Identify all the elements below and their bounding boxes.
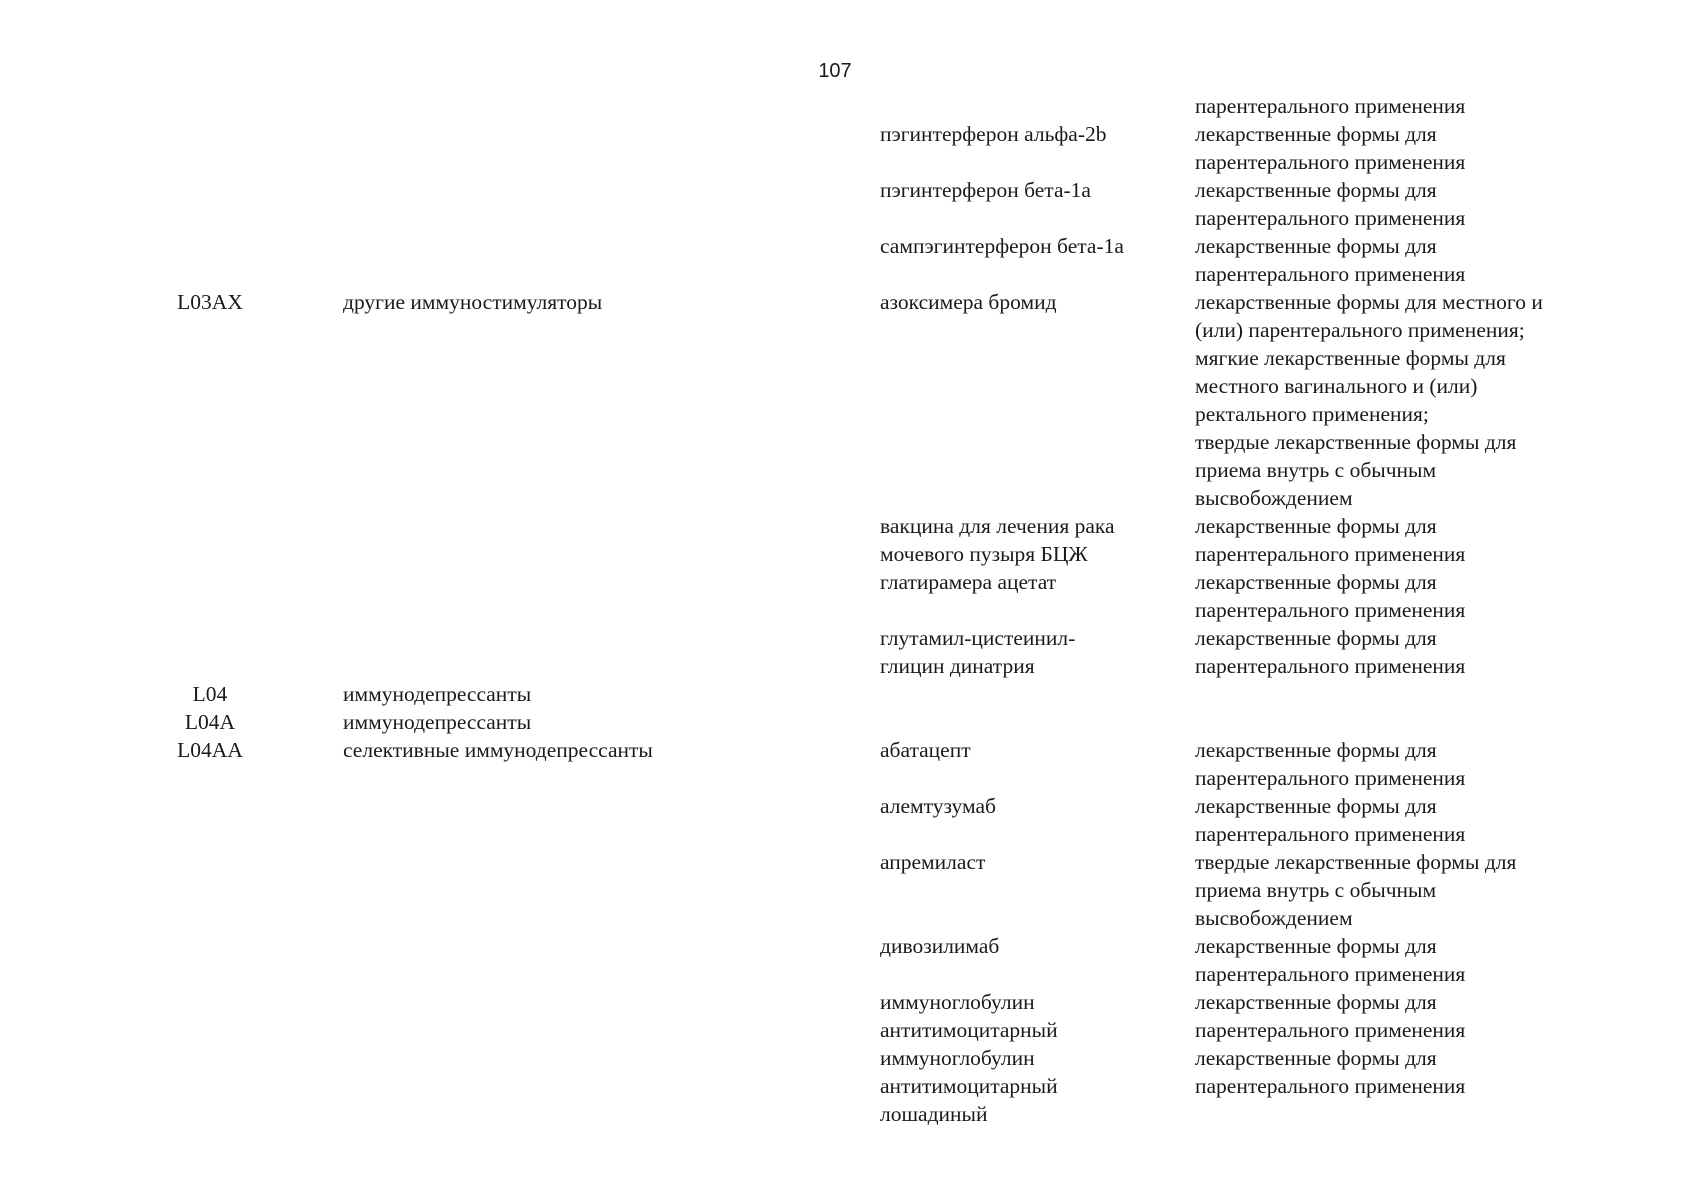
drug-alemtuzumab: алемтузумаб [880,794,996,818]
atc-code-l04: L04 [192,682,228,706]
atc-code-l03ax: L03AX [177,290,243,314]
drug-azoximer: азоксимера бромид [880,290,1057,314]
form-peginterferon-beta-1a: лекарственные формы для парентерального применения [1195,178,1466,230]
drug-abatacept: абатацепт [880,738,971,762]
form-alemtuzumab: лекарственные формы для парентерального применения [1195,794,1466,846]
form-abatacept: лекарственные формы для парентерального применения [1195,738,1466,790]
drug-peginterferon-alfa-2b: пэгинтерферон альфа-2b [880,122,1107,146]
drug-apremilast: апремиласт [880,850,986,874]
form-atg-equine: лекарственные формы для парентерального применения [1195,1046,1466,1098]
atc-code-l04a: L04A [184,710,236,734]
group-l04: иммунодепрессанты [343,682,532,706]
atc-code-l04aa: L04AA [177,738,243,762]
page-number: 107 [818,60,852,82]
form-azoximer: лекарственные формы для местного и (или) парентерального применения; мягкие лекарственные формы для местного вагинального и (или) ректального применения; твердые лекарственные формы для приема внутрь с обычным высвобождением [1195,290,1543,510]
drug-peginterferon-beta-1a: пэгинтерферон бета-1а [880,178,1091,202]
form-bcg-vaccine: лекарственные формы для парентерального применения [1195,514,1466,566]
group-l04a: иммунодепрессанты [343,710,532,734]
form-atg: лекарственные формы для парентерального применения [1195,990,1466,1042]
drug-glutamyl: глутамил-цистеинил- глицин динатрия [880,626,1076,678]
form-glatiramer: лекарственные формы для парентерального применения [1195,570,1466,622]
group-l03ax: другие иммуностимуляторы [343,290,603,314]
drug-atg-equine: иммуноглобулин антитимоцитарный лошадиный [880,1046,1058,1126]
drug-atg: иммуноглобулин антитимоцитарный [880,990,1058,1042]
form-apremilast: твердые лекарственные формы для приема внутрь с обычным высвобождением [1195,850,1517,930]
drug-glatiramer: глатирамера ацетат [880,570,1057,594]
form-divozilimab: лекарственные формы для парентерального применения [1195,934,1466,986]
form-sampeginterferon-beta-1a: лекарственные формы для парентерального применения [1195,234,1466,286]
form-continuation: парентерального применения [1195,94,1466,118]
drug-bcg-vaccine: вакцина для лечения рака мочевого пузыря БЦЖ [880,514,1115,566]
form-peginterferon-alfa-2b: лекарственные формы для парентерального применения [1195,122,1466,174]
drug-divozilimab: дивозилимаб [880,934,1000,958]
group-l04aa: селективные иммунодепрессанты [343,738,653,762]
form-glutamyl: лекарственные формы для парентерального применения [1195,626,1466,678]
drug-sampeginterferon-beta-1a: сампэгинтерферон бета-1а [880,234,1124,258]
